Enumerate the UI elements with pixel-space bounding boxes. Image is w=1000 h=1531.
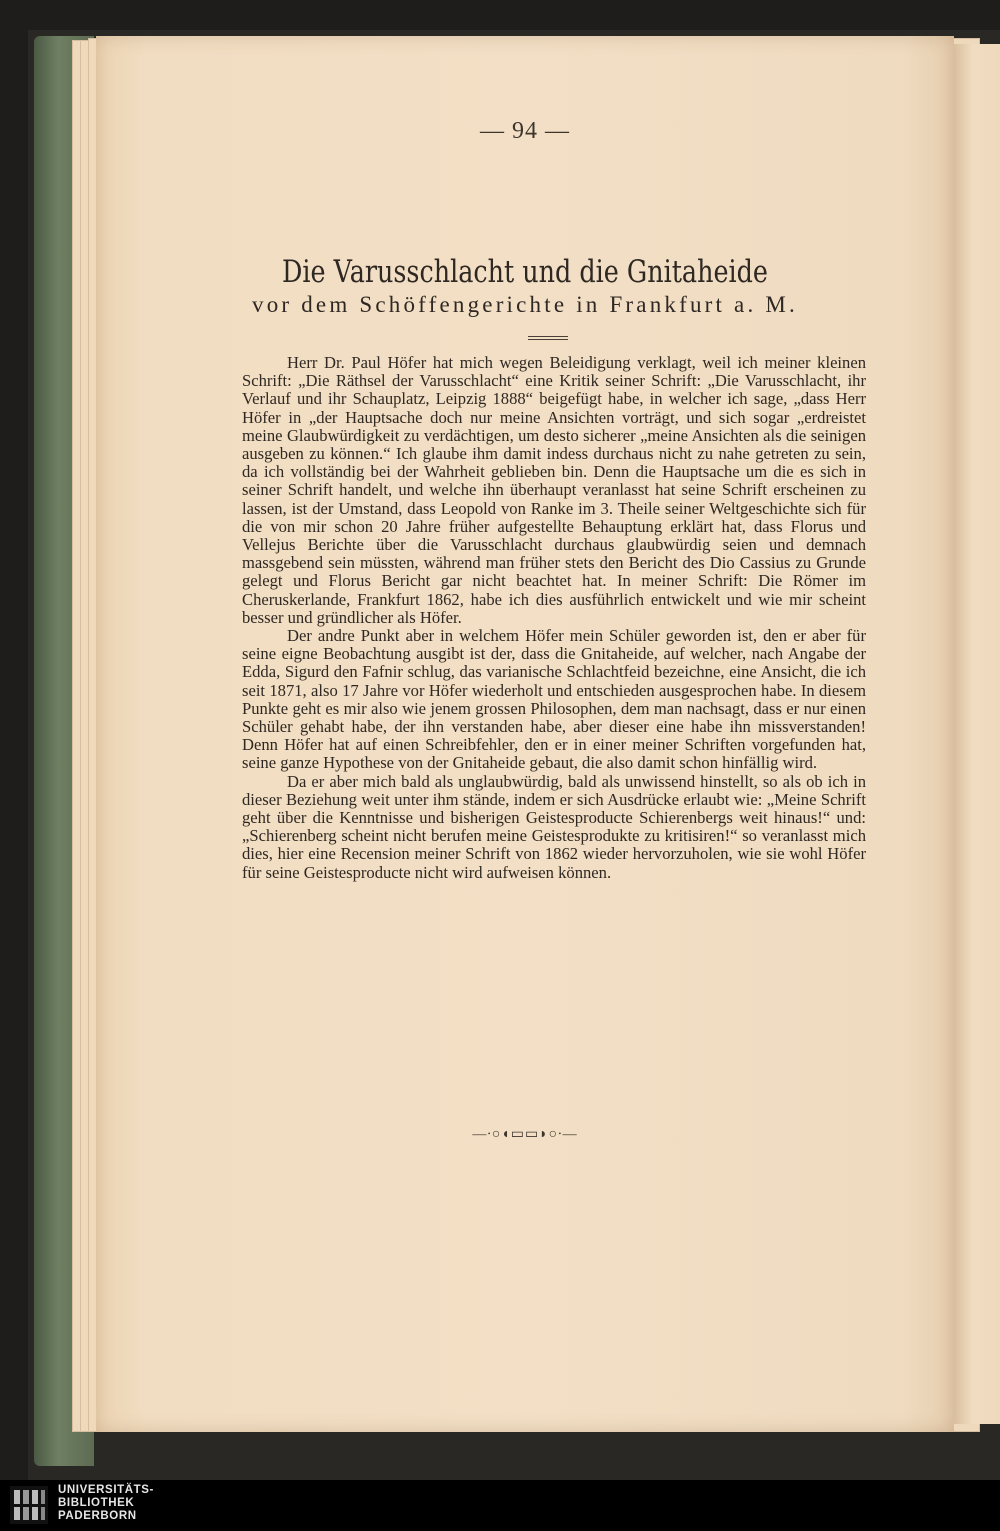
university-library-logo-icon: [10, 1486, 48, 1524]
paragraph: Herr Dr. Paul Höfer hat mich wegen Beleidigung verklagt, weil ich meiner kleinen Schrift: „Die Räthsel der Varusschlacht“ eine Kritik seiner Schrift: „Die Varusschlacht, ihr Verlauf und ihr Schauplatz, Leipzig 1888“ beigefügt habe, in welcher ich sage, „dass Herr Höfer in „der Hauptsache doch nur meine Ansichten vorträgt, und sich sogar „erdreistet meine Glaubwürdigkeit zu verdächtigen, um desto sicherer „meine Ansichten als die seinigen ausgeben zu können.“ Ich glaube ihm damit indess durchaus nicht zu nahe getreten zu sein, da ich vollständig bei der Wahrheit geblieben bin. Denn die Hauptsache um die es sich in seiner Schrift handelt, und welche ihn überhaupt veranlasst hat seine Schrift erscheinen zu lassen, ist der Umstand, dass Leopold von Ranke im 3. Theile seiner Weltgeschichte sich für die von mir schon 20 Jahre früher aufgestellte Behauptung erklärt hat, dass Florus und Vellejus Berichte über die Varusschlacht durchaus glaubwürdig seien und demnach massgebend sein müssten, während man früher stets den Bericht des Dio Cassius zu Grunde gelegt und Florus Bericht gar nicht beachtet hat. In meiner Schrift: Die Römer im Cheruskerlande, Frankfurt 1862, habe ich dies ausführlich entwickelt und wie mir scheint besser und gründlicher als Höfer.: [242, 353, 866, 627]
article-title: Die Varusschlacht und die Gnitaheide: [282, 254, 768, 290]
title-rule: [528, 336, 568, 340]
library-name-line: BIBLIOTHEK: [58, 1497, 135, 1509]
paragraph: Da er aber mich bald als unglaubwürdig, bald als unwissend hinstellt, so als ob ich in dieser Beziehung weit unter ihm stände, indem er sich Ausdrücke erlaubt wie: „Meine Schrift geht über die Kenntnisse und bisherigen Geistesproducte Schierenbergs weit hinaus!“ und: „Schierenberg scheint nicht berufen meine Geistesprodukte zu kritisiren!“ so veranlasst mich dies, hier eine Recension meiner Schrift von 1862 wieder hervorzuholen, wie sie wohl Höfer für seine Geistesproducte nicht wird aufweisen können.: [242, 771, 866, 882]
end-ornament: —∙○◖▭▭◗○∙—: [472, 1127, 578, 1142]
article-subtitle: vor dem Schöffengerichte in Frankfurt a. M.: [252, 292, 798, 317]
library-footer: [0, 1480, 1000, 1531]
facing-page-edge: [954, 44, 1000, 1424]
page-number: — 94 —: [480, 118, 570, 144]
library-name: [58, 1484, 154, 1523]
library-name-line: UNIVERSITÄTS-: [58, 1484, 154, 1496]
article-body: [242, 354, 866, 882]
book-page: [96, 36, 954, 1432]
library-name-line: PADERBORN: [58, 1510, 137, 1522]
paragraph: Der andre Punkt aber in welchem Höfer mein Schüler geworden ist, den er aber für seine eigne Beobachtung ausgibt ist der, dass die Gnitaheide, auf welcher, nach Angabe der Edda, Sigurd den Fafnir schlug, das varianische Schlachtfeid bezeichne, eine Ansicht, die ich seit 1871, also 17 Jahre vor Höfer wiederholt und entschieden ausgesprochen habe. In diesem Punkte geht es mir also wie jenem grossen Philosophen, dem man nachsagt, dass er nur einen Schüler gehabt habe, der ihn verstanden habe, aber dieser eine habe ihn missverstanden! Denn Höfer hat auf einen Schreibfehler, den er in einer meiner Schriften vorgefunden hat, seine ganze Hypothese von der Gnitaheide gebaut, die also damit schon hinfällig wird.: [242, 626, 866, 773]
